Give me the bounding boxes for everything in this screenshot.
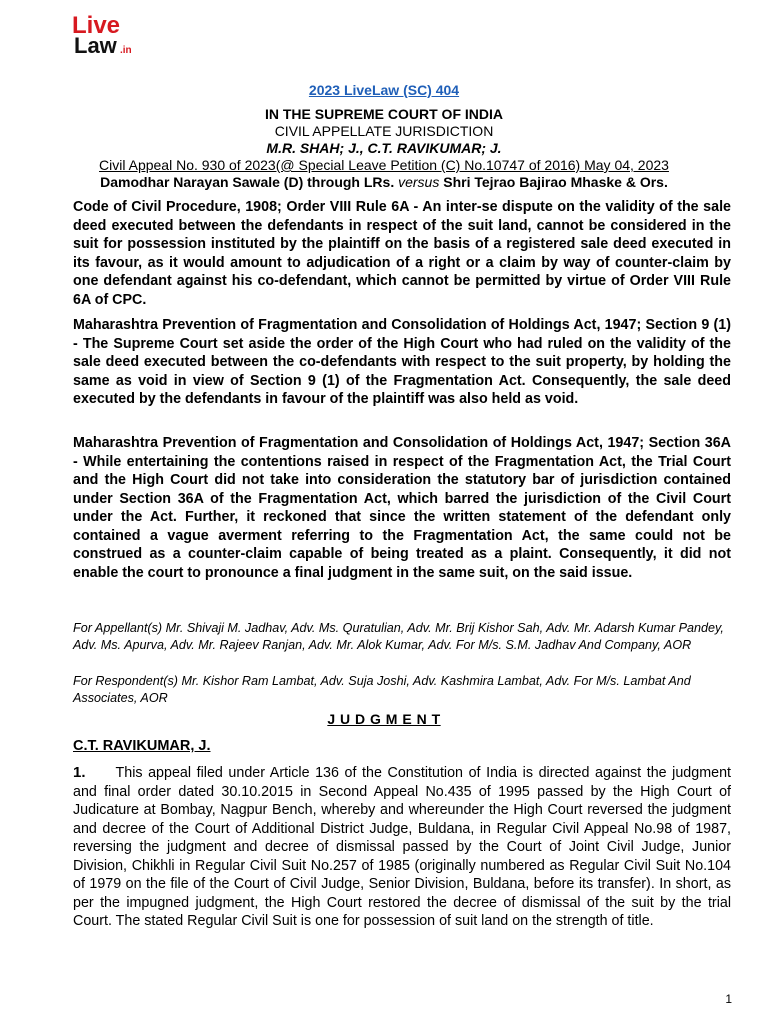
jurisdiction: CIVIL APPELLATE JURISDICTION (274, 123, 494, 139)
case-number: Civil Appeal No. 930 of 2023(@ Special Leave Petition (C) No.10747 of 2016) May 04, 2023 (99, 157, 669, 173)
page-number: 1 (725, 992, 732, 1006)
versus-text: versus (398, 174, 440, 190)
livelaw-logo (72, 12, 192, 58)
court-name: IN THE SUPREME COURT OF INDIA (264, 106, 503, 122)
citation-link[interactable]: 2023 LiveLaw (SC) 404 (308, 82, 460, 98)
headnote-3: Maharashtra Prevention of Fragmentation and Consolidation of Holdings Act, 1947; Section 36A - While entertaining the contentions raised in respect of the Fragmentation Act, the Trial Court and the High Court did not take into consideration the statutory bar of jurisdiction contained under Section 36A of the Fragmentation Act, which barred the jurisdiction of the Civil Court under the Act. Further, it reckoned that since the written statement of the defendant only contained a vague averment referring to the Fragmentation Act, the same could not be construed as a counter-claim capable of being treated as a plaint. Consequently, it did not enable the court to pronounce a final judgment in the same suit, on the said issue. (73, 435, 731, 581)
paragraph-1 (73, 764, 731, 931)
paragraph-number: 1. (73, 764, 86, 781)
respondent-counsel: For Respondent(s) Mr. Kishor Ram Lambat, Adv. Suja Joshi, Adv. Kashmira Lambat, Adv. For M/s. Lambat And Associates, AOR (73, 674, 691, 705)
logo-law-text: Law (74, 33, 117, 58)
headnote-1: Code of Civil Procedure, 1908; Order VIII Rule 6A - An inter-se dispute on the validity of the sale deed executed between the defendants in respect of the suit land, cannot be considered in the suit for possession instituted by the plaintiff on the basis of a registered sale deed executed in its favour, as it would amount to adjudication of a right or a claim by way of counter-claim by one defendant against his co-defendant, which cannot be permitted by virtue of Order VIII Rule 6A of CPC. (73, 199, 731, 308)
bench: M.R. SHAH; J., C.T. RAVIKUMAR; J. (266, 140, 502, 156)
headnote-2: Maharashtra Prevention of Fragmentation and Consolidation of Holdings Act, 1947; Section 9 (1) - The Supreme Court set aside the order of the High Court who had ruled on the validity of the sale deed executed between the co-defendants with respect to the suit property, by holding the same as void in view of Section 9 (1) of the Fragmentation Act. Consequently, the sale deed executed by the defendants in favour of the plaintiff was also held as void. (73, 317, 731, 407)
logo-live-text: Live (72, 12, 121, 39)
appellant-counsel: For Appellant(s) Mr. Shivaji M. Jadhav, Adv. Ms. Quratulian, Adv. Mr. Brij Kishor Sah, Adv. Mr. Adarsh Kumar Pandey, Adv. Ms. Apurva, Adv. Mr. Rajeev Ranjan, Adv. Mr. Alok Kumar, Adv. For M/s. S.M. Jadhav And Company, AOR (73, 621, 724, 652)
paragraph-text: This appeal filed under Article 136 of the Constitution of India is directed against the judgment and final order dated 30.10.2015 in Second Appeal No.435 of 1995 passed by the High Court of Judicature at Bombay, Nagpur Bench, whereby and whereunder the High Court reversed the judgment and decree of the Court of Additional District Judge, Buldana, in Regular Civil Appeal No.98 of 1987, reversing the judgment and decree of dismissal passed by the Court of Joint Civil Judge, Junior Division, Chikhli in Regular Civil Suit No.257 of 1985 (originally numbered as Regular Civil Suit No.104 of 1979 on the file of the Court of Civil Judge, Senior Division, Buldana, before its transfer). In short, as per the impugned judgment, the High Court restored the decree of dismissal of the suit by the trial Court. The stated Regular Civil Suit is one for possession of suit land on the strength of title. (73, 765, 731, 929)
appellant-name: Damodhar Narayan Sawale (D) through LRs. (100, 174, 395, 190)
respondent-name: Shri Tejrao Bajirao Mhaske & Ors. (443, 174, 668, 190)
parties (0, 174, 768, 191)
case-header (0, 106, 768, 191)
judge-name: C.T. RAVIKUMAR, J. (73, 738, 211, 754)
judgment-title: J U D G M E N T (327, 711, 441, 727)
logo-suffix-text: .in (120, 45, 132, 56)
